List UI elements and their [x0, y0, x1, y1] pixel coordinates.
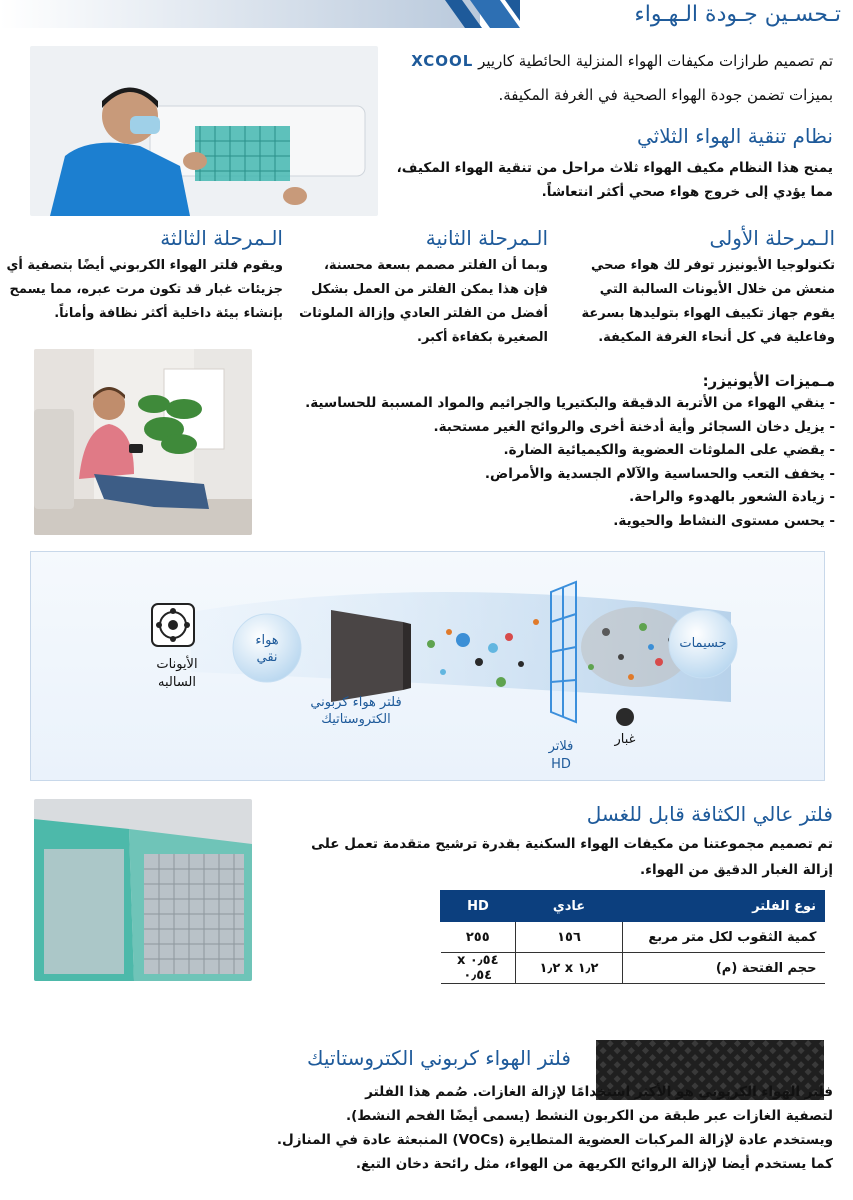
table-cell: حجم الفتحة (م)	[623, 953, 825, 984]
stage-1-line: تكنولوجيا الأيونيزر توفر لك هواء صحي	[590, 258, 835, 273]
hd-line-1: تم تصميم مجموعتنا من مكيفات الهواء السكنية بقدرة ترشيح متقدمة تعمل على	[311, 836, 833, 852]
ionizer-benefit: - زيادة الشعور بالهدوء والراحة.	[629, 489, 835, 505]
ionizer-benefit: - ينقي الهواء من الأتربة الدقيقة والبكتيريا والجراثيم والمواد المسببة للحساسية.	[305, 395, 835, 411]
filter-spec-table	[440, 890, 825, 984]
ionizer-section	[295, 372, 835, 533]
brand-logo: XCOOL	[411, 52, 474, 70]
stage-2	[299, 226, 548, 350]
header-hd: HD	[441, 891, 516, 922]
table-cell: ١٥٦	[516, 922, 623, 953]
stage-2-title: الـمرحلة الثانية	[425, 226, 548, 250]
hd-line-2: إزالة الغبار الدقيق من الهواء.	[639, 862, 833, 878]
ionizer-benefit: - يخفف التعب والحساسية والآلام الجسدية والأمراض.	[484, 465, 835, 482]
header-filter-type: نوع الفلتر	[623, 891, 825, 922]
stage-3-line: ويقوم فلتر الهواء الكربوني أيضًا بتصفية أي	[6, 258, 283, 273]
carbon-body	[33, 1080, 833, 1176]
triple-title: نظام تنقية الهواء الثلاثي	[636, 124, 833, 148]
carbon-filter-label: فلتر هواء كربوني الكتروستاتيك	[310, 695, 402, 727]
ions-label: الأيونات السالبه	[156, 657, 198, 690]
page-title: تـحسـين جـودة الـهـواء	[634, 2, 841, 27]
stage-1-title: الـمرحلة الأولى	[709, 226, 835, 250]
stage-1-line: وفاعلية في كل أنحاء الغرفة المكيفة.	[598, 330, 835, 345]
hd-filter-photo	[34, 799, 252, 981]
carbon-filter-block	[331, 610, 403, 702]
triple-line-2: مما يؤدي إلى خروج هواء صحي أكثر انتعاشاً.	[541, 184, 833, 200]
relaxing-man-photo	[34, 349, 252, 535]
carbon-title: فلتر الهواء كربوني الكتروستاتيك	[307, 1046, 571, 1070]
pure-air-label: هواء نقي	[255, 633, 279, 665]
carbon-line: ويستخدم عادة لإزالة المركبات العضوية المتطايرة (VOCs) المنبعثة عادة في المنازل.	[276, 1132, 833, 1148]
stage-3-line: جزيئات غبار قد تكون مرت عبره، مما يسمح	[9, 282, 283, 297]
table-row	[441, 953, 825, 984]
intro-line-2: بميزات تضمن جودة الهواء الصحية في الغرفة المكيفة.	[498, 86, 833, 104]
table-cell: ٢٥٥	[441, 922, 516, 953]
ionizer-benefit: - يقضي على الملوثات العضوية والكيميائية الضارة.	[503, 442, 835, 458]
dust-label: غبار	[614, 732, 636, 747]
table-cell: ٠٫٥٤ x ٠٫٥٤	[441, 953, 516, 984]
ionizer-title: مـميزات الأيونيزر:	[702, 372, 835, 390]
technician-photo	[30, 46, 378, 216]
stage-2-line: فإن هذا يمكن الفلتر من العمل بشكل	[311, 282, 548, 297]
triple-line-1: يمنح هذا النظام مكيف الهواء ثلاث مراحل من تنقية الهواء المكيف،	[396, 160, 833, 176]
stage-2-line: أفضل من الفلتر العادي وإزالة الملوثات	[299, 306, 548, 321]
ionizer-benefit: - يزيل دخان السجائر وأية أدخنة أخرى والروائح الغير مستحبة.	[433, 418, 835, 435]
hd-filter-label: فلاتر HD	[548, 739, 574, 772]
hd-filter-grid	[551, 582, 576, 722]
filtration-diagram	[30, 551, 825, 781]
stage-1-line: منعش من خلال الأيونات السالبة التي	[599, 282, 835, 297]
carbon-line: كما يستخدم أيضا لإزالة الروائح الكريهة من الهواء، مثل رائحة دخان التبغ.	[355, 1156, 833, 1172]
stage-3-line: بإنشاء بيئة داخلية أكثر نظافة وأماناً.	[54, 306, 283, 321]
carbon-line: لتصفية الغازات عبر طبقة من الكربون النشط (يسمى أيضًا الفحم النشط).	[346, 1108, 833, 1124]
stage-2-line: الصغيرة بكفاءة أكبر.	[417, 330, 548, 345]
header-bar	[0, 0, 520, 28]
stage-1-line: يقوم جهاز تكييف الهواء بتوليدها بسرعة	[581, 306, 835, 321]
table-row	[441, 922, 825, 953]
stage-3-title: الـمرحلة الثالثة	[160, 226, 283, 250]
dust-sample-icon	[616, 708, 634, 726]
table-cell: كمية الثقوب لكل متر مربع	[623, 922, 825, 953]
stage-1	[575, 226, 835, 350]
carbon-line: فلتر الهواء الكربوني هو الأكثر استخدامًا لإزالة الغازات. صُمم هذا الفلتر	[365, 1084, 833, 1100]
header-normal: عادي	[516, 891, 623, 922]
table-cell: ١٫٢ x ١٫٢	[516, 953, 623, 984]
ion-generator-icon	[152, 604, 194, 646]
particles-label: جسيمات	[679, 636, 727, 651]
stage-3	[6, 226, 283, 326]
hd-title: فلتر عالي الكثافة قابل للغسل	[586, 802, 833, 826]
intro-line-1	[411, 52, 833, 70]
intro-text-1: تم تصميم طرازات مكيفات الهواء المنزلية الحائطية كاريير	[478, 52, 833, 70]
ionizer-benefit: - يحسن مستوى النشاط والحيوية.	[613, 512, 835, 529]
table-header-row	[441, 891, 825, 922]
stage-2-line: وبما أن الفلتر مصمم بسعة محسنة،	[323, 258, 548, 273]
